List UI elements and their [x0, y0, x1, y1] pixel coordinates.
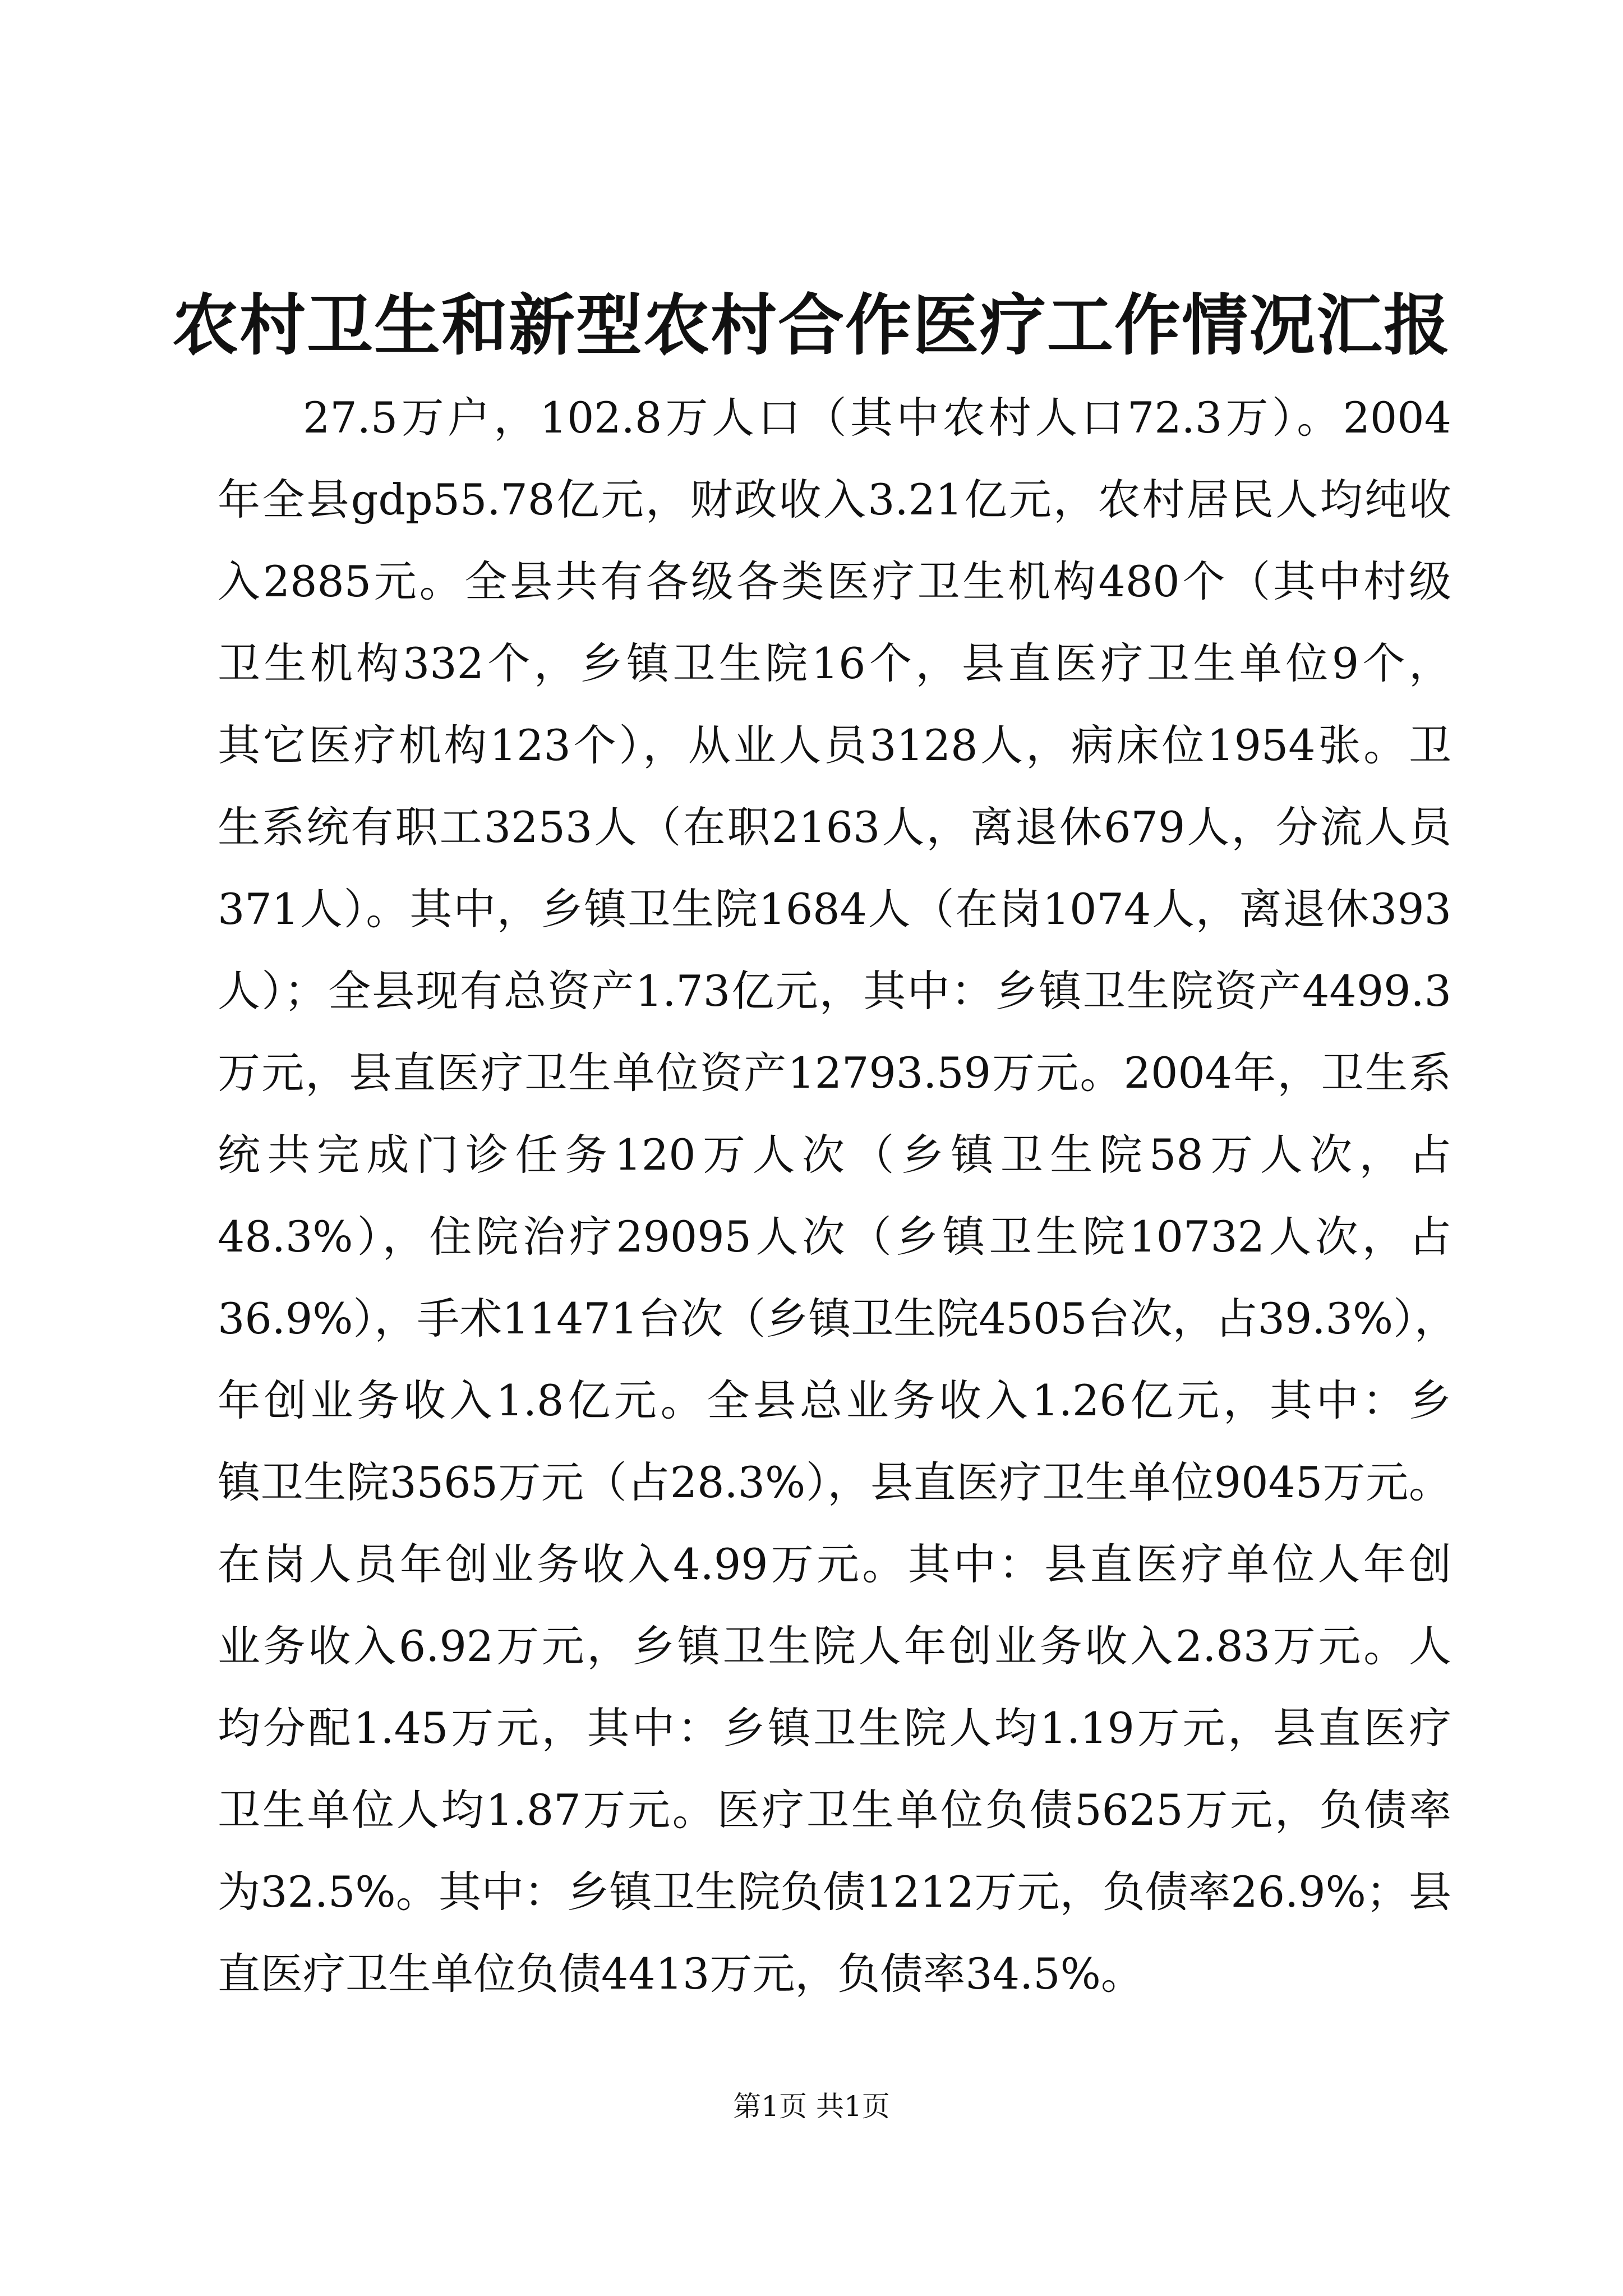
body-line: 生系统有职工3253人（在职2163人，离退休679人，分流人员	[218, 802, 1451, 852]
body-line: 48.3%），住院治疗29095人次（乡镇卫生院10732人次，占	[218, 1212, 1451, 1262]
body-line: 年创业务收入1.8亿元。全县总业务收入1.26亿元，其中：乡	[218, 1375, 1451, 1425]
body-line: 直医疗卫生单位负债4413万元，负债率34.5%。	[218, 1949, 1144, 1999]
body-line: 卫生机构332个，乡镇卫生院16个，县直医疗卫生单位9个，	[218, 638, 1451, 688]
body-line: 在岗人员年创业务收入4.99万元。其中：县直医疗单位人年创	[218, 1539, 1451, 1589]
body-line: 371人）。其中，乡镇卫生院1684人（在岗1074人，离退休393	[218, 884, 1451, 934]
body-line: 入2885元。全县共有各级各类医疗卫生机构480个（其中村级	[218, 556, 1451, 606]
body-line: 镇卫生院3565万元（占28.3%），县直医疗卫生单位9045万元。	[218, 1457, 1451, 1507]
body-line: 其它医疗机构123个），从业人员3128人，病床位1954张。卫	[218, 720, 1451, 770]
body-line: 均分配1.45万元，其中：乡镇卫生院人均1.19万元，县直医疗	[218, 1703, 1451, 1753]
body-line: 人）；全县现有总资产1.73亿元，其中：乡镇卫生院资产4499.3	[218, 966, 1451, 1016]
body-line: 36.9%），手术11471台次（乡镇卫生院4505台次，占39.3%），	[218, 1294, 1458, 1343]
body-line: 27.5万户，102.8万人口（其中农村人口72.3万）。2004	[303, 393, 1451, 443]
body-line: 统共完成门诊任务120万人次（乡镇卫生院58万人次，占	[218, 1130, 1451, 1180]
page-number-footer: 第1页 共1页	[733, 2090, 890, 2123]
body-line: 年全县gdp55.78亿元，财政收入3.21亿元，农村居民人均纯收	[218, 475, 1451, 524]
document-body	[218, 377, 1458, 2015]
document-title: 农村卫生和新型农村合作医疗工作情况汇报	[172, 286, 1451, 364]
body-line: 为32.5%。其中：乡镇卫生院负债1212万元，负债率26.9%；县	[218, 1867, 1451, 1917]
body-line: 万元，县直医疗卫生单位资产12793.59万元。2004年，卫生系	[218, 1048, 1451, 1098]
body-line: 业务收入6.92万元，乡镇卫生院人年创业务收入2.83万元。人	[218, 1621, 1451, 1671]
body-line: 卫生单位人均1.87万元。医疗卫生单位负债5625万元，负债率	[218, 1785, 1451, 1835]
